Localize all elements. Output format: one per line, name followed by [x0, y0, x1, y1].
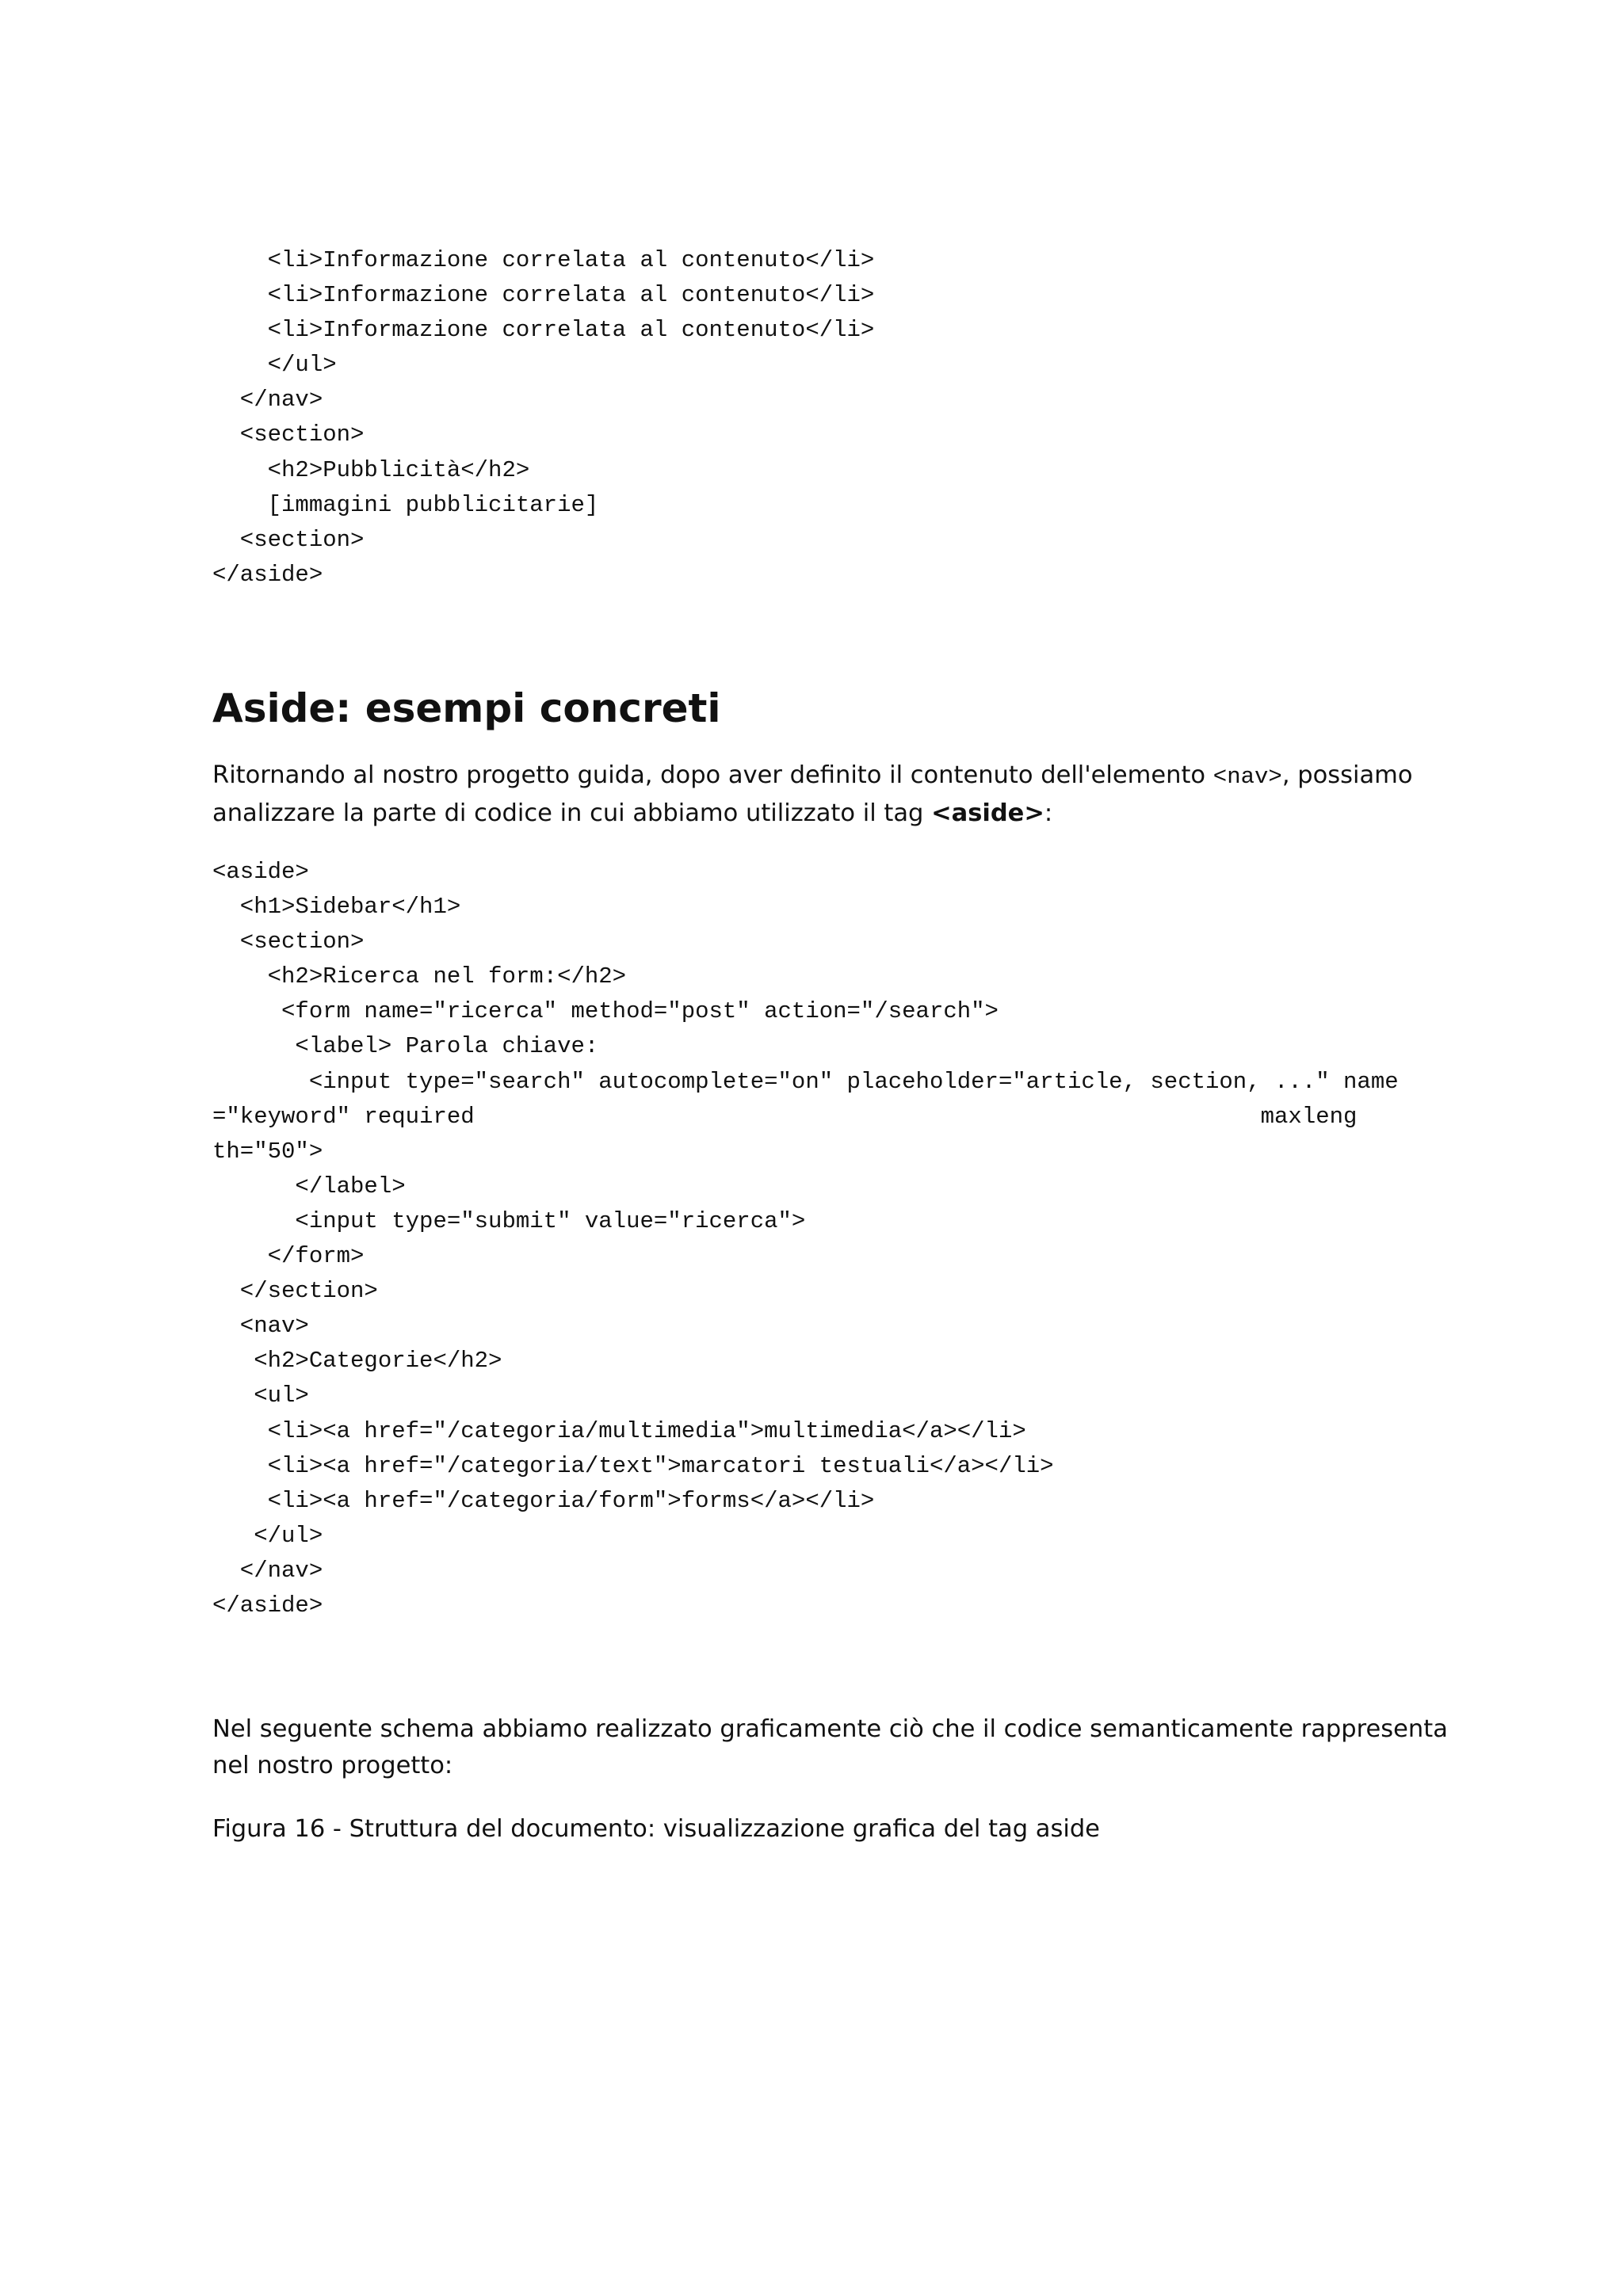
section-heading: Aside: esempi concreti	[212, 685, 721, 731]
bold-aside-tag: <aside>	[931, 799, 1044, 827]
intro-text-4: :	[1044, 799, 1053, 827]
inline-code-nav: <nav>	[1212, 764, 1282, 790]
intro-text-3: analizzare la parte di codice in cui abbiamo utilizzato il tag	[212, 799, 932, 827]
outro-line-2: nel nostro progetto:	[212, 1752, 453, 1779]
outro-line-1: Nel seguente schema abbiamo realizzato graficamente ciò che il codice semanticamente rappresenta	[212, 1715, 1448, 1743]
code-block-aside-fragment: <li>Informazione correlata al contenuto</li> <li>Informazione correlata al contenuto</li> <li>Informazione correlata al contenuto</li> </ul> </nav> <section> <h2>Pubblicità</h2> [immagini pubblicitarie] <section> </aside>	[212, 247, 875, 588]
outro-paragraph	[212, 1711, 1448, 1784]
intro-text-1: Ritornando al nostro progetto guida, dopo aver definito il contenuto dell'elemento	[212, 761, 1213, 789]
intro-text-2: , possiamo	[1281, 761, 1413, 789]
intro-paragraph	[212, 757, 1413, 832]
code-block-aside-example: <aside> <h1>Sidebar</h1> <section> <h2>Ricerca nel form:</h2> <form name="ricerca" method="post" action="/search"> <label> Parola chiave: <input type="search" autocomplete="on" placeholder="article, section, ..." name ="keyword" required maxleng th="50"> </label> <input type="submit" value="ricerca"> </form> </section> <nav> <h2>Categorie</h2> <ul> <li><a href="/categoria/multimedia">multimedia</a></li> <li><a href="/categoria/text">marcatori testuali</a></li> <li><a href="/categoria/form">forms</a></li> </ul> </nav> </aside>	[212, 859, 1399, 1619]
figure-caption: Figura 16 - Struttura del documento: visualizzazione grafica del tag aside	[212, 1815, 1100, 1843]
